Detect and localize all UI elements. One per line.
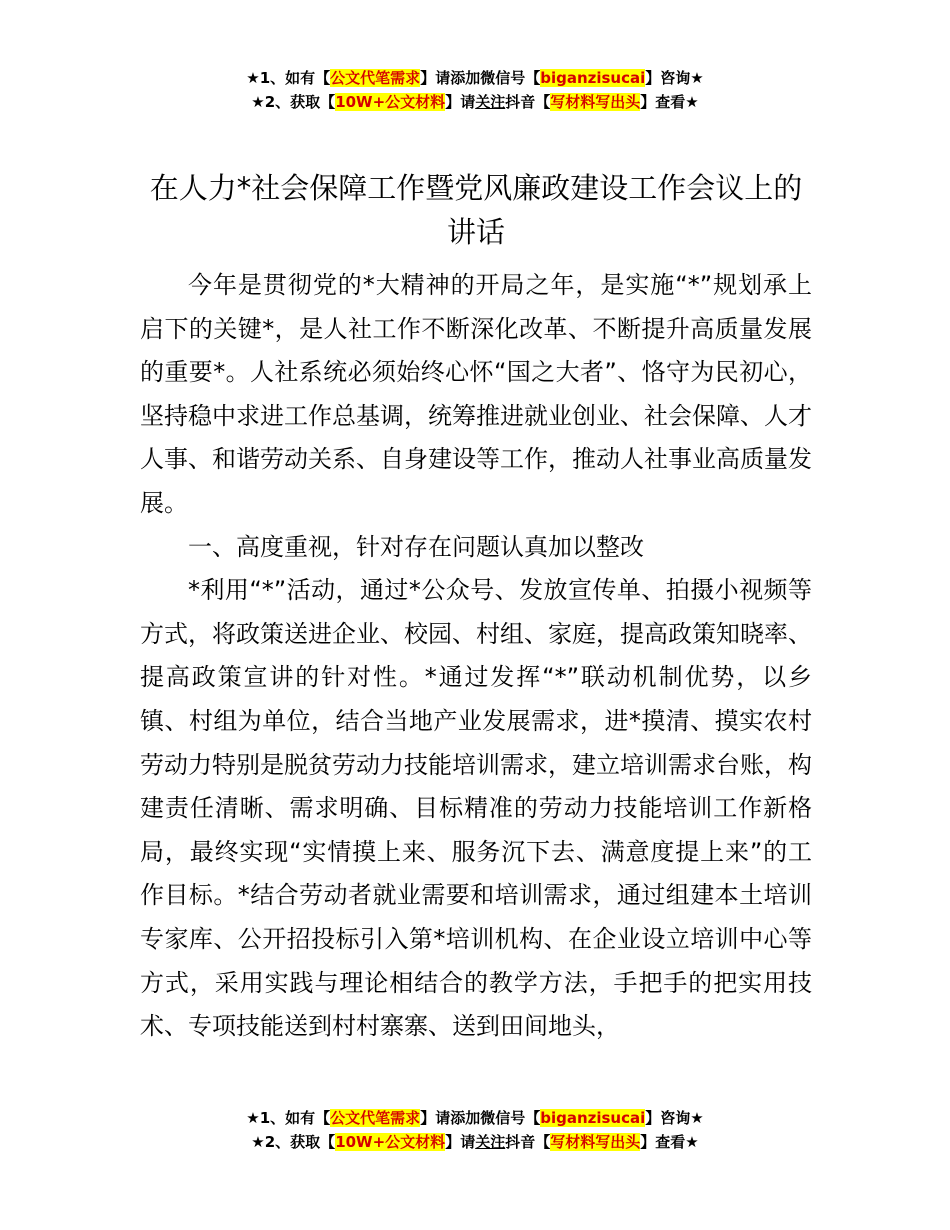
banner-text: ★1、如有【 <box>246 69 331 87</box>
banner-text: 】咨询★ <box>645 1109 704 1127</box>
banner-text: 抖音【 <box>505 1133 551 1151</box>
banner-text: 】请 <box>445 93 476 111</box>
paragraph: *利用“*”活动，通过*公众号、发放宣传单、拍摄小视频等方式，将政策送进企业、校园、村组、家庭，提高政策知晓率、提高政策宣讲的针对性。*通过发挥“*”联动机制优势，以乡镇、村组为单位，结合当地产业发展需求，进*摸清、摸实农村劳动力特别是脱贫劳动力技能培训需求，建立培训需求台账，构建责任清晰、需求明确、目标精准的劳动力技能培训工作新格局，最终实现“实情摸上来、服务沉下去、满意度提上来”的工作目标。*结合劳动者就业需要和培训需求，通过组建本土培训专家库、公开招投标引入第*培训机构、在企业设立培训中心等方式，采用实践与理论相结合的教学方法，手把手的把实用技术、专项技能送到村村寨寨、送到田间地头， <box>140 576 812 1041</box>
banner-underlined-text: 关注 <box>475 93 506 111</box>
bottom-banner <box>0 1106 950 1154</box>
banner-text: 】请添加微信号【 <box>420 1109 541 1127</box>
banner-wechat-id: biganzisucai <box>540 1109 646 1127</box>
banner-line-1 <box>0 66 950 90</box>
document-title: 在人力*社会保障工作暨党风廉政建设工作会议上的讲话 <box>149 171 803 249</box>
banner-text: ★2、获取【 <box>251 93 336 111</box>
banner-highlight: 10W+公文材料 <box>335 1133 446 1151</box>
banner-highlight: 公文代笔需求 <box>330 1109 421 1127</box>
banner-text: 】查看★ <box>640 1133 699 1151</box>
banner-underlined-text: 关注 <box>475 1133 506 1151</box>
banner-highlight: 写材料写出头 <box>550 93 641 111</box>
banner-text: 抖音【 <box>505 93 551 111</box>
banner-text: ★2、获取【 <box>251 1133 336 1151</box>
banner-line-1 <box>0 1106 950 1130</box>
banner-text: 】查看★ <box>640 93 699 111</box>
banner-text: 】请添加微信号【 <box>420 69 541 87</box>
banner-text: 】请 <box>445 1133 476 1151</box>
banner-highlight: 10W+公文材料 <box>335 93 446 111</box>
banner-text: 】咨询★ <box>645 69 704 87</box>
paragraph: 今年是贯彻党的*大精神的开局之年，是实施“*”规划承上启下的关键*，是人社工作不断深化改革、不断提升高质量发展的重要*。人社系统必须始终心怀“国之大者”、恪守为民初心，坚持稳中求进工作总基调，统筹推进就业创业、社会保障、人才人事、和谐劳动关系、自身建设等工作，推动人社事业高质量发展。 <box>140 271 812 517</box>
section-heading: 一、高度重视，针对存在问题认真加以整改 <box>188 532 644 561</box>
banner-text: ★1、如有【 <box>246 1109 331 1127</box>
document-body <box>140 264 812 1049</box>
top-banner <box>0 66 950 114</box>
banner-highlight: 公文代笔需求 <box>330 69 421 87</box>
banner-line-2 <box>0 90 950 114</box>
banner-line-2 <box>0 1130 950 1154</box>
banner-highlight: 写材料写出头 <box>550 1133 641 1151</box>
banner-wechat-id: biganzisucai <box>540 69 646 87</box>
